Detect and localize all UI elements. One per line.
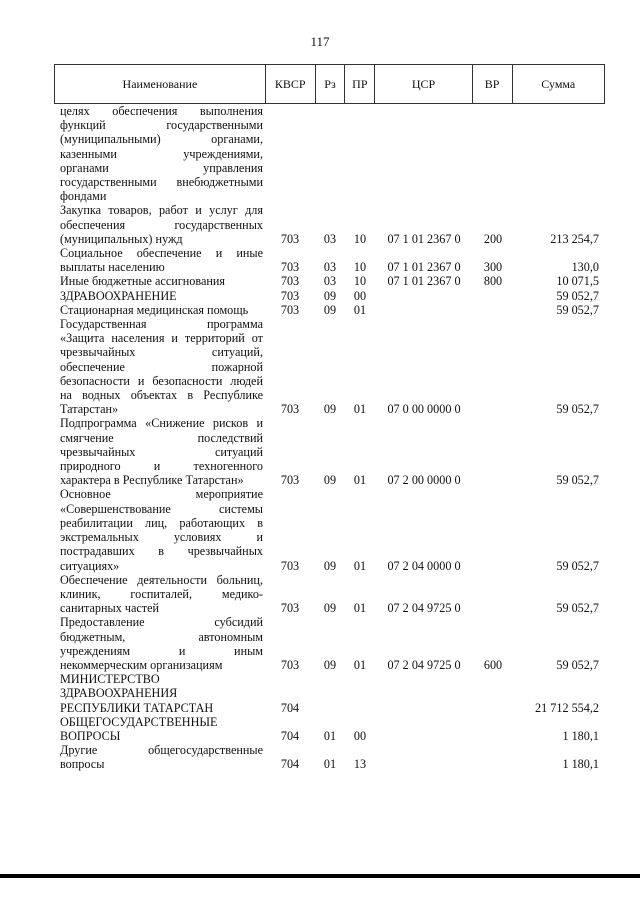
- row-pr: 10: [353, 231, 367, 246]
- row-kvsr: 703: [280, 288, 300, 303]
- row-name: [54, 615, 265, 672]
- row-kvsr: 703: [280, 274, 300, 289]
- row-csr: 07 2 00 0000 0: [387, 473, 461, 488]
- row-rz: 03: [323, 274, 337, 289]
- row-vr: 600: [483, 657, 503, 672]
- table-row: [54, 573, 605, 616]
- row-sum: 59 052,7: [556, 558, 599, 573]
- row-name-line: «Защита населения и территорий от: [60, 331, 263, 346]
- row-name-line: Закупка товаров, работ и услуг для: [60, 203, 263, 218]
- table-body: [54, 104, 605, 772]
- table-row: [54, 303, 605, 317]
- header-pr: ПР: [345, 65, 375, 103]
- row-sum: 59 052,7: [556, 473, 599, 488]
- row-name-line: «Совершенствование системы: [60, 501, 263, 516]
- budget-table: [54, 64, 605, 772]
- row-kvsr: 703: [280, 657, 300, 672]
- table-row: [54, 203, 605, 246]
- row-rz: 09: [323, 473, 337, 488]
- table-row: [54, 615, 605, 672]
- row-name-line: Татарстан»: [60, 402, 119, 417]
- page-number: 117: [310, 34, 330, 49]
- row-name: [54, 487, 265, 572]
- row-name-line: РЕСПУБЛИКИ ТАТАРСТАН: [60, 700, 214, 715]
- row-name: [54, 274, 265, 288]
- table-row: [54, 743, 605, 771]
- row-kvsr: 703: [280, 231, 300, 246]
- row-rz: 09: [323, 657, 337, 672]
- row-rz: 09: [323, 601, 337, 616]
- row-name-line: клиник, госпиталей, медико-: [60, 586, 263, 601]
- row-name-line: целях обеспечения выполнения: [60, 104, 263, 118]
- row-name: [54, 573, 265, 616]
- row-name: [54, 289, 265, 303]
- row-name: [54, 743, 265, 771]
- row-name-line: органами управления: [60, 160, 263, 175]
- header-sum: Сумма: [541, 76, 576, 91]
- row-sum: 59 052,7: [556, 302, 599, 317]
- row-name-line: безопасности и безопасности людей: [60, 373, 263, 388]
- row-pr: 01: [353, 558, 367, 573]
- row-csr: 07 1 01 2367 0: [387, 260, 461, 275]
- row-name-line: фондами: [60, 189, 107, 204]
- row-name-line: казенными учреждениями,: [60, 146, 263, 161]
- row-kvsr: 704: [280, 700, 300, 715]
- row-name-line: санитарных частей: [60, 601, 160, 616]
- header-vr: ВР: [473, 65, 513, 103]
- table-row: [54, 246, 605, 274]
- row-rz: 03: [323, 231, 337, 246]
- row-name-line: функций государственными: [60, 118, 263, 133]
- row-vr: 800: [483, 274, 503, 289]
- row-name-line: Обеспечение деятельности больниц,: [60, 572, 263, 587]
- table-row: [54, 289, 605, 303]
- table-row: [54, 104, 605, 203]
- row-csr: 07 2 04 9725 0: [387, 601, 461, 616]
- row-pr: 01: [353, 473, 367, 488]
- row-name-line: ситуациях»: [60, 558, 120, 573]
- row-name-line: обеспечения государственных: [60, 217, 263, 232]
- row-name: [54, 104, 265, 203]
- row-csr: 07 1 01 2367 0: [387, 231, 461, 246]
- row-sum: 130,0: [571, 260, 599, 275]
- row-rz: 09: [323, 402, 337, 417]
- row-kvsr: 704: [280, 757, 300, 772]
- row-pr: 00: [353, 288, 367, 303]
- row-name-line: обеспечение пожарной: [60, 359, 263, 374]
- row-kvsr: 703: [280, 402, 300, 417]
- row-name-line: Иные бюджетные ассигнования: [60, 274, 226, 289]
- row-csr: 07 0 00 0000 0: [387, 402, 461, 417]
- row-pr: 13: [353, 757, 367, 772]
- row-sum: 1 180,1: [562, 757, 599, 772]
- row-name-line: Государственная программа: [60, 317, 263, 332]
- row-name-line: экстремальных условиях и: [60, 530, 263, 545]
- row-sum: 21 712 554,2: [535, 700, 599, 715]
- row-name-line: вопросы: [60, 757, 105, 772]
- table-row: [54, 672, 605, 715]
- row-name-line: реабилитации лиц, работающих в: [60, 515, 263, 530]
- row-name-line: Стационарная медицинская помощь: [60, 302, 249, 317]
- table-row: [54, 274, 605, 288]
- row-name-line: ОБЩЕГОСУДАРСТВЕННЫЕ: [60, 714, 218, 729]
- row-name-line: характера в Республике Татарстан»: [60, 473, 244, 488]
- row-name-line: Другие общегосударственные: [60, 743, 263, 758]
- row-name-line: выплаты населению: [60, 260, 165, 275]
- row-name-line: природного и техногенного: [60, 459, 263, 474]
- row-name-line: Основное мероприятие: [60, 487, 263, 502]
- row-pr: 01: [353, 302, 367, 317]
- page-bottom-rule: [0, 874, 640, 878]
- header-csr: ЦСР: [375, 65, 472, 103]
- table-row: [54, 715, 605, 743]
- row-name: [54, 317, 265, 416]
- row-name-line: государственными внебюджетными: [60, 175, 263, 190]
- row-name-line: ЗДРАВООХРАНЕНИЯ: [60, 686, 178, 701]
- header-name: Наименование: [55, 65, 266, 103]
- row-name-line: пострадавших в чрезвычайных: [60, 544, 263, 559]
- table-row: [54, 317, 605, 416]
- row-vr: 200: [483, 231, 503, 246]
- row-name-line: ВОПРОСЫ: [60, 728, 121, 743]
- row-kvsr: 703: [280, 260, 300, 275]
- row-name-line: чрезвычайных ситуаций: [60, 444, 263, 459]
- row-sum: 59 052,7: [556, 288, 599, 303]
- row-rz: 09: [323, 302, 337, 317]
- row-pr: 00: [353, 728, 367, 743]
- row-name-line: на водных объектах в Республике: [60, 388, 263, 403]
- row-name-line: Социальное обеспечение и иные: [60, 246, 263, 261]
- row-name-line: Предоставление субсидий: [60, 615, 263, 630]
- row-pr: 01: [353, 657, 367, 672]
- row-name-line: смягчение последствий: [60, 430, 263, 445]
- row-kvsr: 704: [280, 728, 300, 743]
- row-name: [54, 303, 265, 317]
- row-rz: 03: [323, 260, 337, 275]
- row-rz: 01: [323, 757, 337, 772]
- row-sum: 59 052,7: [556, 402, 599, 417]
- row-kvsr: 703: [280, 558, 300, 573]
- row-name-line: учреждениям и иным: [60, 643, 263, 658]
- table-header: [54, 64, 605, 104]
- row-sum: 59 052,7: [556, 601, 599, 616]
- row-pr: 10: [353, 274, 367, 289]
- row-name-line: чрезвычайных ситуаций,: [60, 345, 263, 360]
- row-name-line: некоммерческим организациям: [60, 657, 223, 672]
- row-name-line: (муниципальных) нужд: [60, 231, 183, 246]
- row-name-line: Подпрограмма «Снижение рисков и: [60, 416, 263, 431]
- row-name: [54, 246, 265, 274]
- row-sum: 59 052,7: [556, 657, 599, 672]
- row-kvsr: 703: [280, 302, 300, 317]
- row-name: [54, 416, 265, 487]
- table-row: [54, 416, 605, 487]
- row-pr: 01: [353, 601, 367, 616]
- row-csr: 07 2 04 9725 0: [387, 657, 461, 672]
- row-csr: 07 1 01 2367 0: [387, 274, 461, 289]
- row-vr: 300: [483, 260, 503, 275]
- row-rz: 01: [323, 728, 337, 743]
- table-row: [54, 487, 605, 572]
- row-sum: 10 071,5: [556, 274, 599, 289]
- row-rz: 09: [323, 288, 337, 303]
- row-pr: 10: [353, 260, 367, 275]
- row-name-line: бюджетным, автономным: [60, 629, 263, 644]
- row-sum: 1 180,1: [562, 728, 599, 743]
- header-kvsr: КВСР: [266, 65, 316, 103]
- row-name-line: ЗДРАВООХРАНЕНИЕ: [60, 288, 177, 303]
- row-pr: 01: [353, 402, 367, 417]
- row-kvsr: 703: [280, 601, 300, 616]
- row-kvsr: 703: [280, 473, 300, 488]
- row-rz: 09: [323, 558, 337, 573]
- row-name-line: МИНИСТЕРСТВО: [60, 672, 160, 687]
- row-name: [54, 672, 265, 715]
- header-rz: Рз: [316, 65, 346, 103]
- row-name: [54, 203, 265, 246]
- row-sum: 213 254,7: [550, 231, 599, 246]
- row-name-line: (муниципальными) органами,: [60, 132, 263, 147]
- row-name: [54, 715, 265, 743]
- row-csr: 07 2 04 0000 0: [387, 558, 461, 573]
